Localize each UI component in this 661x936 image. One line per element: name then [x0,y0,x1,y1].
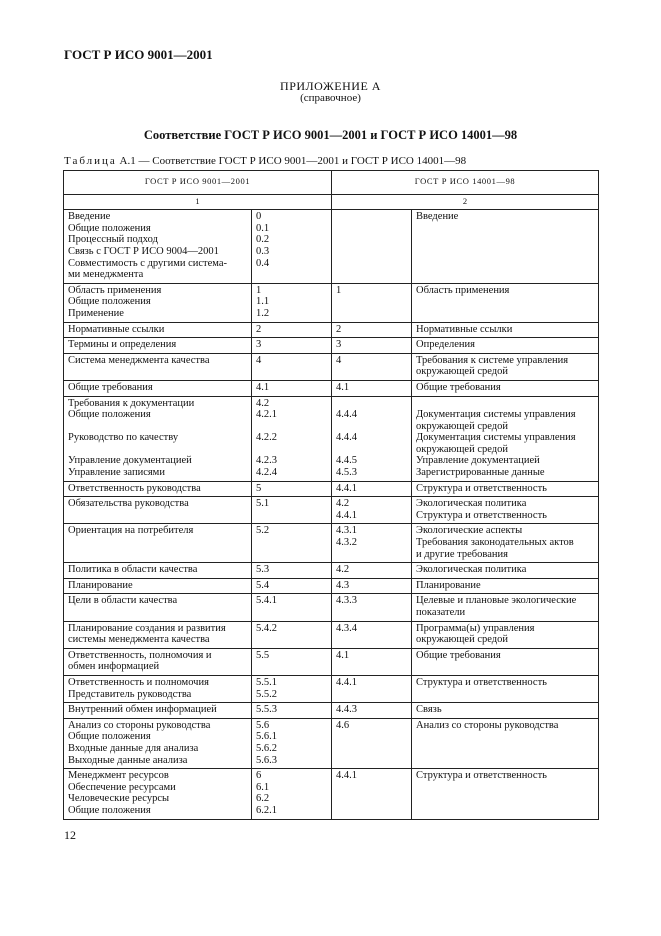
cell-line: показатели [416,607,466,618]
cell-14001-clause [332,497,412,524]
cell-14001-title [412,621,599,648]
cell-14001-clause [332,524,412,563]
cell-line: Общие положения [68,222,151,234]
cell-line: 6.2.1 [256,804,277,816]
cell-line: Экологическая политика [416,498,527,510]
cell-14001-clause [332,353,412,380]
cell-line: 5.2 [256,525,270,537]
cell-line: Анализ со стороны руководства [416,719,559,731]
cell-line: Документация системы управления [416,432,576,444]
cell-line: 5.1 [256,498,270,510]
cell-line: Общие положения [68,731,151,743]
cell-14001-title [412,380,599,396]
cell-line: Политика в области качества [68,564,198,576]
cell-14001-title [412,338,599,354]
cell-line: ми менеджмента [68,269,144,281]
cell-line: 4.4.4 [336,432,358,444]
cell-14001-clause [332,578,412,594]
cell-9001-clause [252,481,332,497]
cell-line: Управление записями [68,467,165,479]
cell-line: 5.3 [256,564,270,576]
cell-line: 4.6 [336,719,350,731]
cell-line: Программа(ы) управления [416,622,535,634]
table-row [64,563,599,579]
cell-line: Термины и определения [68,339,177,351]
cell-9001-title [64,497,252,524]
cell-line: 4.3.1 [336,525,358,537]
cell-line: Представитель руководства [68,688,192,700]
cell-line: 5.4.1 [256,595,277,607]
cell-14001-clause [332,718,412,768]
table-row [64,353,599,380]
table-row [64,210,599,284]
cell-9001-clause [252,578,332,594]
cell-14001-title [412,769,599,819]
cell-line: Общие положения [68,409,151,421]
cell-line: Управление документацией [68,455,192,467]
column-header-gost-9001: ГОСТ Р ИСО 9001—2001 [64,171,332,195]
cell-line: Применение [68,307,124,319]
cell-line: Ответственность, полномочия и [68,649,212,661]
correspondence-table [63,170,599,820]
cell-line: 1.2 [256,307,270,319]
cell-line: Ответственность руководства [68,482,201,494]
cell-line: 4.5.3 [336,467,358,479]
cell-9001-clause [252,621,332,648]
cell-line: 1 [336,284,342,296]
cell-9001-clause [252,338,332,354]
cell-9001-title [64,563,252,579]
cell-14001-title [412,524,599,563]
cell-line [336,444,407,456]
cell-9001-title [64,322,252,338]
cell-line: 4.3.2 [336,537,358,549]
cell-line: Анализ со стороны руководства [68,719,211,731]
cell-14001-clause [332,380,412,396]
cell-line: 3 [336,339,342,351]
cell-line: 1.1 [256,296,270,308]
cell-line [336,398,407,410]
cell-line: Общие требования [68,381,153,393]
cell-line [256,421,327,433]
table-row [64,769,599,819]
cell-14001-title [412,283,599,322]
page-number: 12 [64,828,76,842]
cell-14001-title [412,594,599,621]
cell-line [336,421,407,433]
cell-9001-title [64,338,252,354]
cell-9001-clause [252,703,332,719]
cell-line: 4.2 [336,564,350,576]
cell-9001-title [64,524,252,563]
column-header-gost-14001: ГОСТ Р ИСО 14001—98 [332,171,599,195]
cell-line: Планирование создания и развития [68,622,226,634]
cell-14001-clause [332,648,412,675]
cell-line: 4.4.1 [336,770,358,782]
table-row [64,648,599,675]
cell-14001-title [412,718,599,768]
cell-line: окружающей средой [416,443,508,455]
cell-9001-title [64,396,252,481]
cell-line: Зарегистрированные данные [416,467,545,479]
cell-9001-title [64,210,252,284]
cell-9001-clause [252,210,332,284]
cell-line: Процессный подход [68,234,158,246]
cell-line: Ответственность и полномочия [68,676,209,688]
cell-9001-title [64,769,252,819]
cell-line: Менеджмент ресурсов [68,770,169,782]
cell-9001-clause [252,718,332,768]
appendix-subtitle: (справочное) [300,92,361,104]
cell-14001-title [412,703,599,719]
cell-line: 4.2.2 [256,432,277,444]
cell-line: 0.1 [256,222,270,234]
cell-line [68,421,247,433]
cell-line: 6.1 [256,781,270,793]
cell-line: 6 [256,770,262,782]
cell-9001-clause [252,497,332,524]
cell-line: окружающей средой [416,366,508,378]
table-row [64,621,599,648]
cell-line: 4.3 [336,579,350,591]
cell-line: Обеспечение ресурсами [68,781,176,793]
cell-line: обмен информацией [68,661,160,673]
table-header-row [64,171,599,195]
cell-line: 4.2 [256,397,270,409]
table-row [64,338,599,354]
cell-line: 0.3 [256,245,270,257]
cell-14001-clause [332,594,412,621]
cell-line: 5.6.2 [256,742,277,754]
cell-line: 4 [256,354,262,366]
table-caption-prefix: Таблица [64,155,117,167]
appendix-title: ПРИЛОЖЕНИЕ А [280,79,381,93]
cell-line: Область применения [68,284,162,296]
cell-14001-title [412,675,599,702]
correspondence-table-body [64,171,599,820]
table-row [64,675,599,702]
cell-line: Требования к системе управления [416,354,569,366]
cell-14001-title [412,648,599,675]
cell-14001-clause [332,481,412,497]
cell-14001-title [412,396,599,481]
cell-line: Планирование [416,579,481,591]
cell-line: 0.2 [256,234,270,246]
cell-9001-clause [252,594,332,621]
table-caption [64,155,466,167]
cell-line: 5.4 [256,579,270,591]
cell-line: Требования к документации [68,397,195,409]
cell-line: Управление документацией [416,455,540,467]
table-column-number-row [64,194,599,210]
cell-line: Общие требования [416,381,501,393]
section-heading: Соответствие ГОСТ Р ИСО 9001—2001 и ГОСТ Р ИСО 14001—98 [143,128,518,142]
table-row [64,578,599,594]
cell-line: 4.4.1 [336,676,358,688]
cell-line: системы менеджмента качества [68,634,210,646]
cell-line: Совместимость с другими система- [68,257,228,269]
cell-9001-title [64,594,252,621]
cell-line: Связь с ГОСТ Р ИСО 9004—2001 [68,245,219,257]
cell-line: Нормативные ссылки [68,323,165,335]
cell-14001-title [412,322,599,338]
cell-line: 5.6.3 [256,754,277,766]
cell-14001-clause [332,703,412,719]
cell-line: 5.6 [256,719,270,731]
cell-line: 5.4.2 [256,622,277,634]
table-caption-text: А.1 — Соответствие ГОСТ Р ИСО 9001—2001 и ГОСТ Р ИСО 14001—98 [116,155,467,167]
cell-line: Введение [416,211,459,223]
cell-line: Экологические аспекты [416,525,523,537]
table-row [64,703,599,719]
cell-9001-clause [252,563,332,579]
cell-line: Общие положения [68,804,151,816]
table-row [64,380,599,396]
cell-14001-title [412,563,599,579]
cell-9001-clause [252,283,332,322]
cell-line: 1 [256,284,262,296]
cell-line: 0.4 [256,257,270,269]
cell-line: 5.6.1 [256,731,277,743]
cell-line: Руководство по качеству [68,432,179,444]
cell-9001-clause [252,675,332,702]
cell-14001-title [412,210,599,284]
cell-line: Человеческие ресурсы [68,793,170,805]
cell-line: 5 [256,482,262,494]
cell-14001-clause [332,769,412,819]
cell-14001-clause [332,338,412,354]
cell-line: 4.2.3 [256,455,277,467]
cell-line: Область применения [416,284,510,296]
cell-14001-title [412,481,599,497]
cell-14001-title [412,497,599,524]
cell-line: Целевые и плановые экологические [416,595,577,607]
cell-9001-title [64,578,252,594]
cell-line: 4.1 [336,649,350,661]
cell-line: 4.4.5 [336,455,358,467]
table-row [64,481,599,497]
cell-line: 4.1 [256,381,270,393]
cell-line: Ориентация на потребителя [68,525,194,537]
cell-9001-title [64,283,252,322]
cell-line: окружающей средой [416,634,508,646]
cell-9001-title [64,648,252,675]
cell-line: Нормативные ссылки [416,323,513,335]
cell-line [336,211,407,223]
cell-line [68,444,247,456]
cell-line: Связь [416,704,442,716]
cell-line: Экологическая политика [416,564,527,576]
cell-line: 4.4.1 [336,509,358,521]
cell-line: 4.4.1 [336,482,358,494]
cell-line: Планирование [68,579,133,591]
cell-line: Структура и ответственность [416,482,547,494]
cell-9001-title [64,353,252,380]
cell-line: Структура и ответственность [416,509,547,521]
cell-line: Входные данные для анализа [68,742,199,754]
cell-9001-title [64,703,252,719]
cell-14001-clause [332,322,412,338]
cell-line: Определения [416,339,475,351]
cell-14001-clause [332,563,412,579]
cell-14001-clause [332,283,412,322]
cell-14001-clause [332,210,412,284]
cell-line: 4.2 [336,498,350,510]
table-row [64,524,599,563]
cell-9001-title [64,675,252,702]
document-header-title: ГОСТ Р ИСО 9001—2001 [64,47,213,62]
cell-14001-clause [332,675,412,702]
cell-9001-title [64,718,252,768]
cell-line: 5.5.1 [256,676,277,688]
cell-line: Документация системы управления [416,409,576,421]
cell-line: Выходные данные анализа [68,754,188,766]
cell-line: Система менеджмента качества [68,354,210,366]
cell-14001-title [412,353,599,380]
table-row [64,594,599,621]
table-row [64,718,599,768]
cell-line: 4.2.1 [256,409,277,421]
cell-line: Структура и ответственность [416,770,547,782]
cell-line: 2 [336,323,342,335]
cell-line: Обязательства руководства [68,498,189,510]
cell-line: Общие положения [68,296,151,308]
cell-line [416,398,594,410]
cell-line: Цели в области качества [68,595,178,607]
cell-9001-clause [252,524,332,563]
cell-line: и другие требования [416,548,508,560]
cell-9001-clause [252,396,332,481]
cell-line: 4 [336,354,342,366]
cell-line: 5.5.3 [256,704,277,716]
cell-line: 4.3.3 [336,595,358,607]
cell-9001-clause [252,769,332,819]
cell-line: 0 [256,211,262,223]
column-number-2: 2 [332,194,599,210]
cell-9001-clause [252,353,332,380]
cell-line: 4.4.4 [336,409,358,421]
cell-line: 4.3.4 [336,622,358,634]
cell-line: окружающей средой [416,420,508,432]
cell-9001-title [64,481,252,497]
cell-line: 5.5.2 [256,688,277,700]
cell-9001-clause [252,322,332,338]
cell-9001-clause [252,648,332,675]
table-row [64,396,599,481]
cell-14001-title [412,578,599,594]
cell-line: 4.2.4 [256,467,277,479]
cell-line: Требования законодательных актов [416,537,574,549]
cell-line: Структура и ответственность [416,676,547,688]
cell-9001-title [64,380,252,396]
cell-9001-title [64,621,252,648]
table-row [64,283,599,322]
cell-line: Внутренний обмен информацией [68,704,217,716]
table-row [64,322,599,338]
cell-line [256,444,327,456]
cell-line: 4.1 [336,381,350,393]
cell-14001-clause [332,396,412,481]
cell-line: Введение [68,211,111,223]
cell-line: 4.4.3 [336,704,358,716]
cell-line: 2 [256,323,262,335]
cell-line: 3 [256,339,262,351]
cell-9001-clause [252,380,332,396]
cell-14001-clause [332,621,412,648]
column-number-1: 1 [64,194,332,210]
cell-line: 6.2 [256,793,270,805]
cell-line: 5.5 [256,649,270,661]
table-row [64,497,599,524]
cell-line: Общие требования [416,649,501,661]
